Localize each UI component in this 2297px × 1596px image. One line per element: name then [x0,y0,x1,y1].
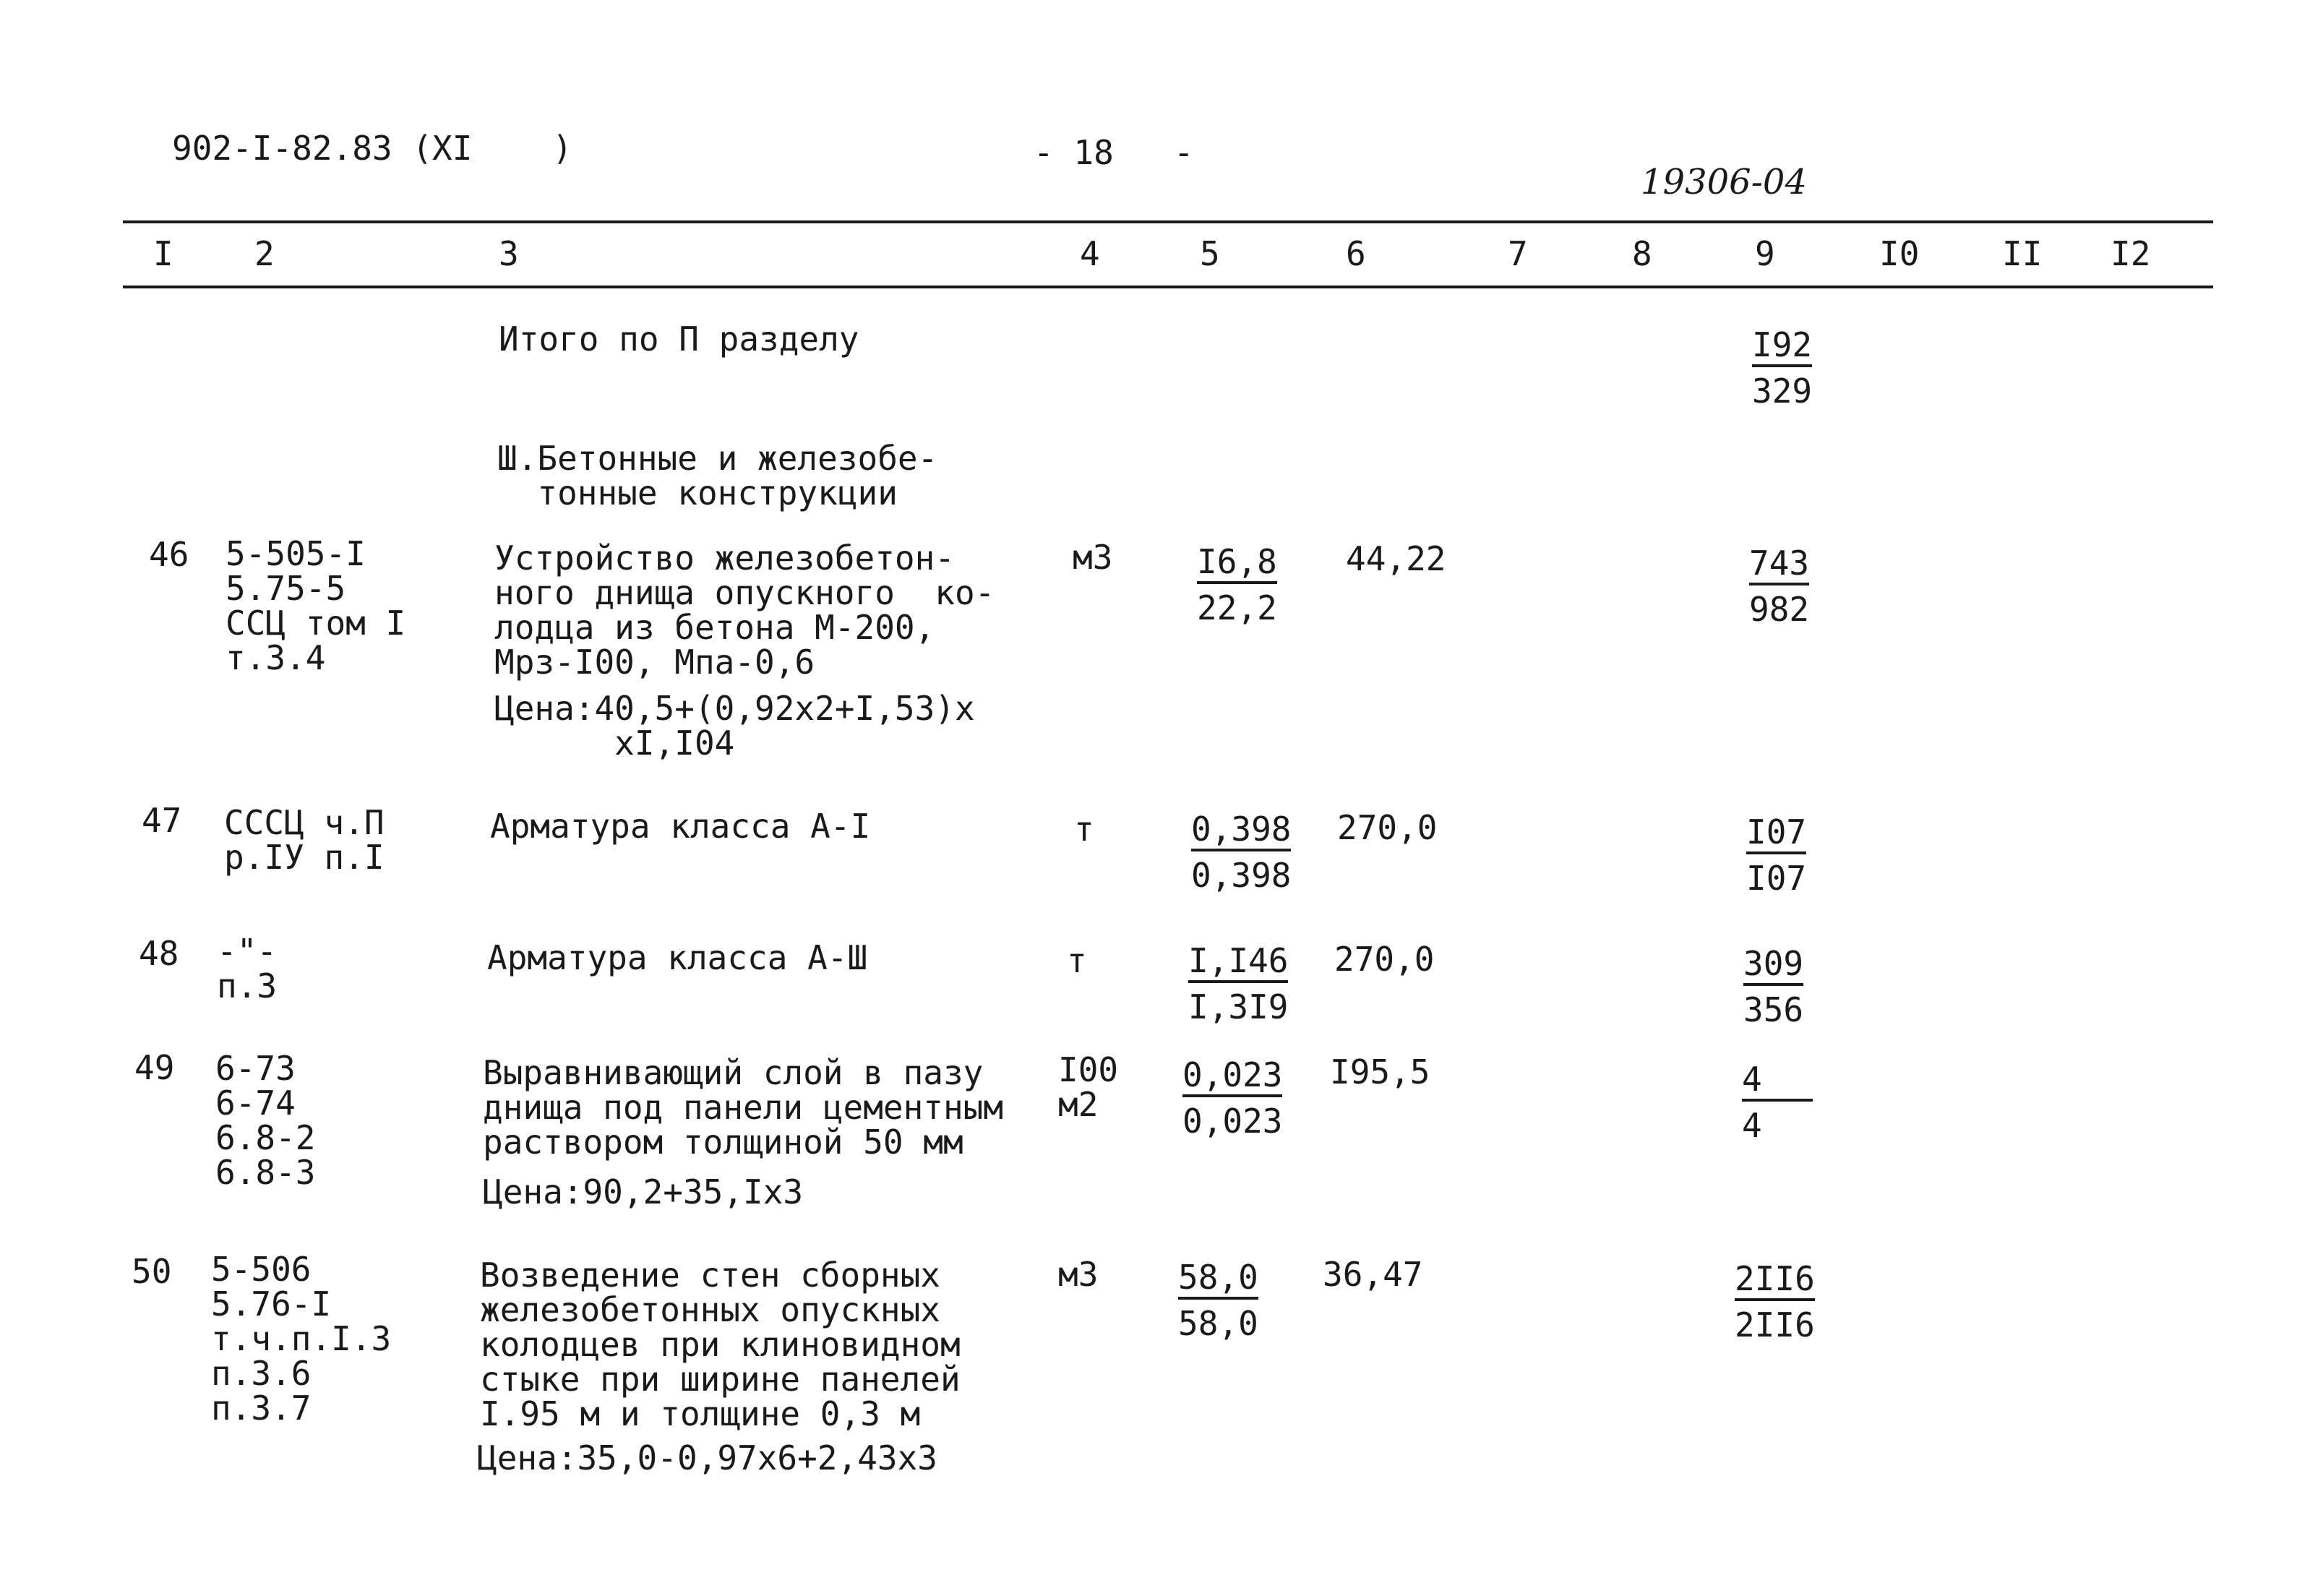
section-total-bottom: 329 [1752,372,1813,411]
quantity-top: 58,0 [1178,1261,1258,1300]
row-number: 46 [149,535,189,574]
column-header-7: 7 [1508,234,1528,273]
total-top: 2II6 [1735,1262,1815,1301]
section-total-top: I92 [1752,328,1812,367]
section-total-label: Итого по П разделу [499,319,859,359]
work-description: Устройство железобетон- ного днища опускного ко- лодца из бетона М-200, Мрз-I00, Мпа-0,6 [494,539,995,682]
unit-cost: 36,47 [1323,1255,1423,1294]
column-header-12: I2 [2111,234,2151,273]
quantity-top: I6,8 [1197,545,1277,584]
row-number: 47 [142,801,182,840]
quantity-top: 0,398 [1191,812,1291,851]
column-header-11: II [2002,234,2043,273]
document-code: 902-I-82.83 (XI ) [172,129,572,168]
rate-code: 5-505-I 5.75-5 ССЦ том I т.3.4 [226,534,406,677]
rate-code: 5-506 5.76-I т.ч.п.I.3 п.3.6 п.3.7 [211,1250,392,1428]
unit: м3 [1073,538,1113,577]
quantity-bottom: 0,398 [1191,856,1292,895]
row-number: 48 [139,934,179,973]
table-top-rule [123,220,2213,223]
total-top: I07 [1746,815,1806,854]
quantity-bottom: 22,2 [1197,588,1277,627]
column-header-8: 8 [1632,234,1652,273]
price-formula: Цена:40,5+(0,92х2+I,53)х хI,I04 [494,689,975,763]
archive-number: 19306-04 [1641,162,1807,202]
total-bottom: 356 [1743,990,1804,1029]
column-header-2: 2 [254,234,275,273]
total-bottom: 4 [1742,1106,1762,1145]
total-cost [1743,944,1804,1029]
column-header-9: 9 [1755,234,1775,273]
quantity-bottom: 0,023 [1182,1102,1283,1141]
total-cost [1746,812,1807,898]
column-header-5: 5 [1200,234,1220,273]
price-formula: Цена:90,2+35,Iх3 [483,1172,804,1211]
work-description: Арматура класса А-Ш [487,938,868,977]
price-formula: Цена:35,0-0,97х6+2,43х3 [477,1438,937,1477]
column-header-10: I0 [1879,234,1920,273]
unit-cost: I95,5 [1330,1052,1430,1091]
rate-code: -"- п.3 [217,932,278,1005]
total-cost [1735,1259,1815,1342]
total-bottom: 2II6 [1735,1305,1815,1344]
total-bottom: I07 [1746,859,1807,898]
quantity-top: I,I46 [1188,944,1288,983]
table-header-rule [123,286,2213,288]
quantity [1191,810,1292,895]
quantity [1197,542,1277,625]
column-header-3: 3 [499,234,519,273]
total-top: 309 [1743,947,1803,986]
quantity [1182,1055,1283,1141]
quantity-bottom: 58,0 [1178,1304,1258,1343]
work-description: Арматура класса А-I [490,807,871,846]
quantity-bottom: I,3I9 [1188,987,1289,1026]
total-bottom: 982 [1749,590,1810,629]
total-top: 4 [1742,1063,1813,1102]
quantity [1188,941,1288,1024]
unit: т [1074,810,1094,849]
total-top: 743 [1749,546,1809,585]
unit-cost: 44,22 [1346,539,1446,578]
quantity-top: 0,023 [1182,1058,1282,1097]
page-number: - 18 - [1034,133,1194,172]
section-heading: Ш.Бетонные и железобе- тонные конструкции [497,439,938,512]
column-header-6: 6 [1346,234,1366,273]
row-number: 49 [134,1048,175,1087]
column-header-4: 4 [1080,234,1100,273]
total-cost [1749,544,1810,629]
quantity [1178,1258,1258,1343]
section-total-value [1752,325,1813,411]
row-number: 50 [132,1252,172,1291]
unit-cost: 270,0 [1337,808,1438,847]
work-description: Выравнивающий слой в пазу днища под панели цементным раствором толщиной 50 мм [483,1053,1004,1162]
total-cost [1742,1060,1813,1145]
column-header-1: I [153,234,173,273]
unit: т [1067,941,1087,980]
rate-code: СССЦ ч.П р.IУ п.I [224,803,385,877]
work-description: Возведение стен сборных железобетонных опускных колодцев при клиновидном стыке при ширине панелей I.95 м и толщине 0,3 м [480,1256,961,1433]
unit: I00 м2 [1058,1050,1119,1124]
unit: м3 [1058,1255,1099,1294]
unit-cost: 270,0 [1334,940,1435,979]
rate-code: 6-73 6-74 6.8-2 6.8-3 [215,1049,316,1192]
